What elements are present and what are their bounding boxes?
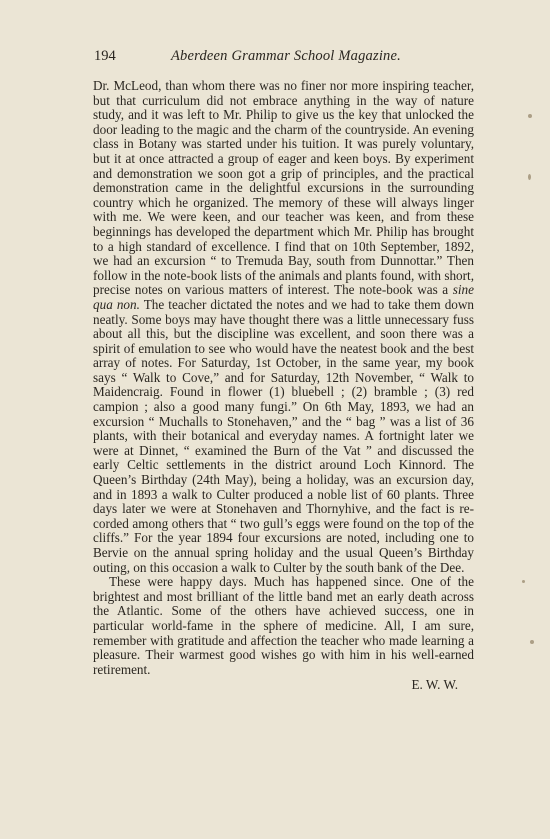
margin-speck (530, 640, 534, 644)
latin-phrase: sine qua non. (93, 282, 474, 312)
margin-speck (528, 114, 532, 118)
article-body (93, 79, 474, 693)
paragraph-1 (93, 79, 474, 575)
author-initials: E. W. W. (411, 677, 458, 693)
paragraph-text: These were happy days. Much has happened since. One of the brightest and most brilliant of the little band met an early death across the Atlantic. Some of the others have achieved success, one in particular world-fame in the sphere of medicine. All, I am sure, remember with gratitude and affection the teacher who made learning a pleasure. Their warmest good wishes go with him in his well-earned retirement. (93, 574, 474, 677)
margin-speck (522, 580, 525, 583)
paragraph-text: Dr. McLeod, than whom there was no finer nor more inspiring teacher, but that curriculum did not embrace anything in the way of nature study, and it was left to Mr. Philip to give us the key that unlocked the door leading to the magic and the charm of the countryside. An evening class in Botany was started under his tuition. It was purely voluntary, but it at once attracted a group of eager and keen boys. By experiment and demonstration we soon got a grip of principles, and the practical demonstration came in the delightful excursions in the surrounding country which he organized. The memory of these will always linger with me. We were keen, and our teacher was keen, and from these beginnings has developed the department which Mr. Philip has brought to a high standard of excellence. I find that on 10th September, 1892, we had an excursion “ to Tremuda Bay, south from Dunnottar.” Then follow in the note-book lists of the animals and plants found, with short, precise notes on various matters of interest. The note-book was a (93, 78, 474, 298)
paragraph-text: The teacher dictated the notes and we had to take them down neatly. Some boys may have thought there was a little unnecessary fuss about all this, but the discipline was excellent, and soon there was a spirit of emulation to see who would have the neatest book and the best array of notes. For Saturday, 1st October, in the same year, my book says “ Walk to Cove,” and for Saturday, 12th November, “ Walk to Maidencraig. Found in flower (1) bluebell ; (2) bramble ; (3) red campion ; also a good many fungi.” On 6th May, 1893, we had an excursion “ Muchalls to Stonehaven,” and the “ bag ” was a list of 36 plants, with their botanical and everyday names. A fortnight later we were at Dinnet, “ examined the Burn of the Vat ” and discussed the early Celtic settlements in the district around Loch Kinnord. The Queen’s Birthday (24th May), being a holiday, was an excursion day, and in 1893 a walk to Culter produced a noble list of 60 plants. Three days later we were at Stonehaven and Thornyhive, and the fact is recorded among others that “ two gull’s eggs were found on the top of the cliffs.” For the year 1894 four excursions are noted, including one to Bervie on the annual spring holiday and the usual Queen’s Birthday outing, on this occasion a walk to Culter by the south bank of the Dee. (93, 296, 474, 575)
page-header (94, 48, 474, 68)
paragraph-2 (93, 575, 474, 677)
running-title: Aberdeen Grammar School Magazine. (171, 48, 401, 64)
margin-speck (528, 174, 531, 180)
page-number: 194 (94, 48, 116, 64)
